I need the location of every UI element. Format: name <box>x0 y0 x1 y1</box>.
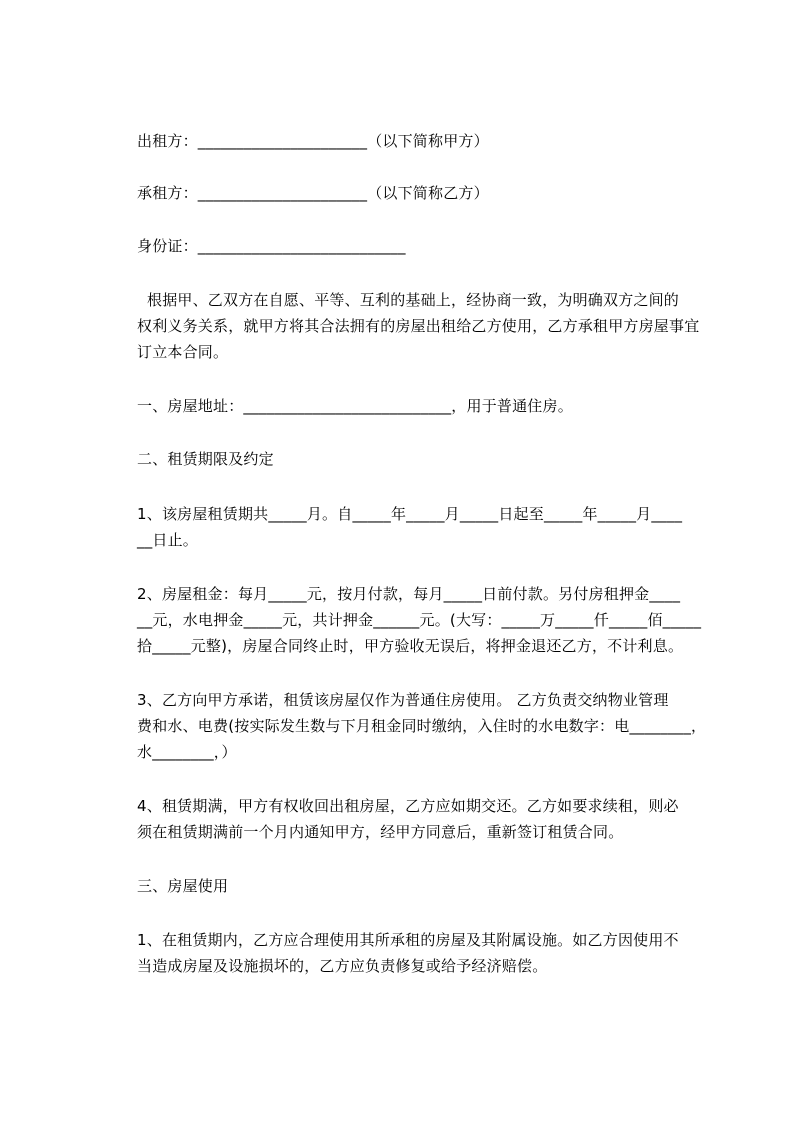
lessor-line: 出租方：______________________（以下简称甲方） <box>137 132 489 150</box>
section-1-address: 一、房屋地址：___________________________，用于普通住房。 <box>137 397 573 415</box>
clause-2-3-line-1: 3、乙方向甲方承诺，租赁该房屋仅作为普通住房使用。 乙方负责交纳物业管理 <box>137 691 669 709</box>
preamble-line-1: 根据甲、乙双方在自愿、平等、互利的基础上，经协商一致，为明确双方之间的 <box>147 291 680 309</box>
clause-2-1-line-1: 1、该房屋租赁期共_____月。自_____年_____月_____日起至_____年_____月____ <box>137 505 683 523</box>
clause-2-3-line-2: 费和水、电费(按实际发生数与下月租金同时缴纳，入住时的水电数字：电________， <box>137 717 707 735</box>
clause-2-3-line-3: 水________，） <box>137 743 237 761</box>
preamble-line-3: 订立本合同。 <box>137 343 229 361</box>
preamble-line-2: 权利义务关系，就甲方将其合法拥有的房屋出租给乙方使用，乙方承租甲方房屋事宜 <box>137 317 700 335</box>
clause-3-1-line-1: 1、在租赁期内，乙方应合理使用其所承租的房屋及其附属设施。如乙方因使用不 <box>137 931 679 949</box>
id-card-line: 身份证：___________________________ <box>137 237 406 255</box>
clause-2-1-line-2: __日止。 <box>137 531 199 549</box>
clause-2-2-line-2: __元，水电押金_____元，共计押金______元。(大写：_____万_____仟_____佰_____ <box>137 611 702 629</box>
section-2-heading: 二、租赁期限及约定 <box>137 450 274 468</box>
lessee-line: 承租方：______________________（以下简称乙方） <box>137 184 489 202</box>
clause-2-2-line-3: 拾_____元整)，房屋合同终止时，甲方验收无误后，将押金退还乙方，不计利息。 <box>137 637 684 655</box>
clause-3-1-line-2: 当造成房屋及设施损坏的，乙方应负责修复或给予经济赔偿。 <box>137 957 548 975</box>
section-3-heading: 三、房屋使用 <box>137 877 229 895</box>
clause-2-2-line-1: 2、房屋租金：每月_____元，按月付款，每月_____日前付款。另付房租押金____ <box>137 585 681 603</box>
clause-2-4-line-1: 4、租赁期满，甲方有权收回出租房屋，乙方应如期交还。乙方如要求续租，则必 <box>137 797 679 815</box>
clause-2-4-line-2: 须在租赁期满前一个月内通知甲方，经甲方同意后，重新签订租赁合同。 <box>137 823 624 841</box>
